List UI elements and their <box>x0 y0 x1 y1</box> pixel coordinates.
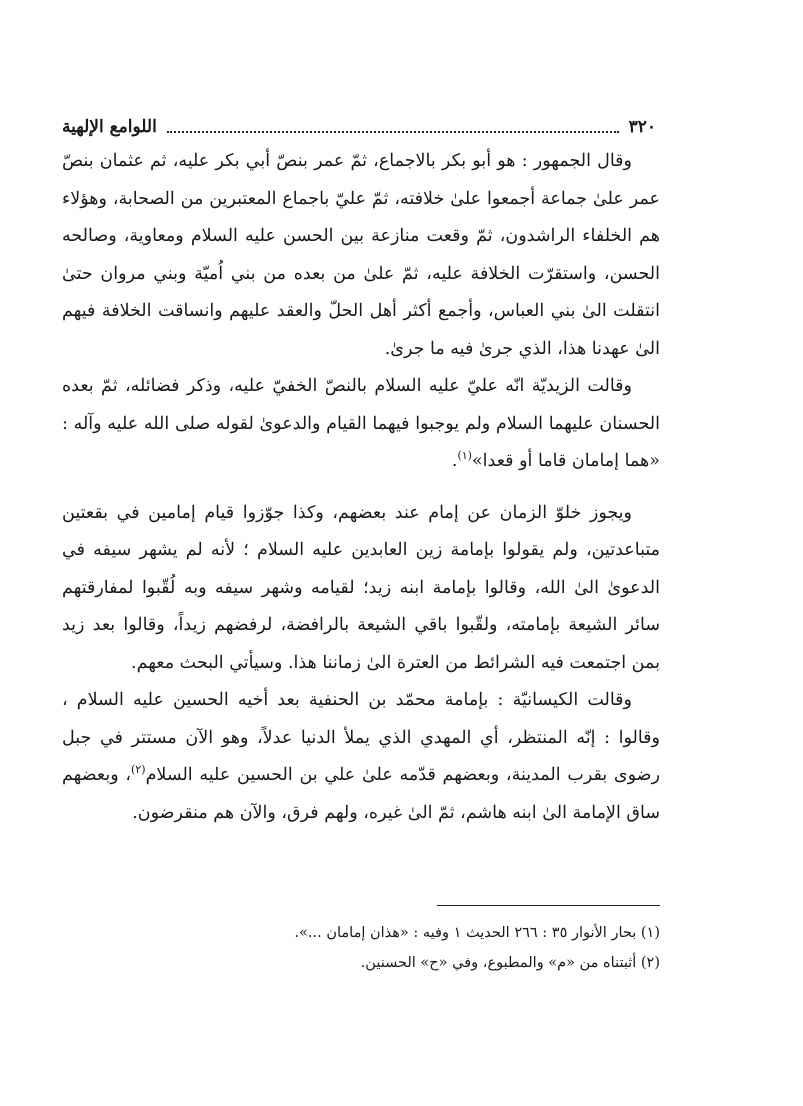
footnote-1: (١) بحار الأنوار ٣٥ : ٢٦٦ الحديث ١ وفيه : «هذان إمامان ...». <box>294 925 660 941</box>
page-number: ٣٢٠ <box>628 117 656 137</box>
body-text <box>62 143 660 832</box>
running-header <box>62 112 656 142</box>
paragraph-text: وقالت الكيسانيّة : بإمامة محمّد بن الحنفية بعد أخيه الحسين عليه السلام ، وقالوا : إنّه المنتظر، أي المهدي الذي يملأ الدنيا عدلاً، وهو الآن مستتر في جبل رضوى بقرب المدينة، وبعضهم قدّمه علىٰ علي بن الحسين عليه السلام <box>62 690 660 785</box>
paragraph-jumhur <box>62 143 660 368</box>
footnote-ref-1: (١) <box>457 449 472 463</box>
running-title: اللوامع الإلهية <box>62 117 157 137</box>
footnotes <box>150 918 660 978</box>
paragraph-text: وقال الجمهور : هو أبو بكر بالاجماع، ثمّ عمر بنصّ أبي بكر عليه، ثم عثمان بنصّ عمر علىٰ جماعة أجمعوا علىٰ خلافته، ثمّ عليّ باجماع المعتبرين من الصحابة، وهؤلاء هم الخلفاء الراشدون، ثمّ وقعت منازعة بين الحسن عليه السلام ومعاوية، وصالحه الحسن، واستقرّت الخلافة عليه، ثمّ علىٰ من بعده من بني اُميّة وبني مروان حتىٰ انتقلت الىٰ بني العباس، وأجمع أكثر أهل الحلّ والعقد عليهم وانساقت الخلافة فيهم الىٰ عهدنا هذا، الذي جرىٰ فيه ما جرىٰ. <box>62 151 660 359</box>
paragraph-imam-absence <box>62 495 660 683</box>
header-dotted-leader <box>167 131 619 133</box>
paragraph-zaydiyya: وقالت الزيديّة انّه عليّ عليه السلام بالنصّ الخفيّ عليه، وذكر فضائله، ثمّ بعده الحسنان عليهما السلام ولم يوجبوا فيهما القيام والدعوىٰ لقوله صلى الله عليه وآله : «هما إمامان قاما أو قعدا»$^{(١)}$. <box>62 376 660 471</box>
paragraph-text: ويجوز خلوّ الزمان عن إمام عند بعضهم، وكذا جوّزوا قيام إمامين في بقعتين متباعدتين، ولم يقولوا بإمامة زين العابدين عليه السلام ؛ لأنه لم يشهر سيفه في الدعوىٰ الىٰ الله، وقالوا بإمامة ابنه زيد؛ لقيامه وشهر سيفه وبه لُقّبوا لمفارقتهم سائر الشيعة بإمامته، ولقّبوا باقي الشيعة بالرافضة، لرفضهم زيداً، وقالوا بعد زيد بمن اجتمعت فيه الشرائط من العترة الىٰ زماننا هذا. وسيأتي البحث معهم. <box>62 502 661 673</box>
footnote-2: (٢) أثبتناه من «م» والمطبوع، وفي «ح» الحسنين. <box>360 955 660 971</box>
paragraph-tail: ، وبعضهم ساق الإمامة الىٰ ابنه هاشم، ثمّ الىٰ غيره، ولهم فرق، والآن هم منقرضون. <box>62 765 660 823</box>
paragraph-text: وقالت الزيديّة انّه عليّ عليه السلام بالنصّ الخفيّ عليه، وذكر فضائله، ثمّ بعده الحسنان عليهما السلام ولم يوجبوا فيهما القيام والدعوىٰ لقوله صلى الله عليه وآله : «هما إمامان قاما أو قعدا» <box>62 376 660 471</box>
footnote-divider <box>437 905 660 906</box>
paragraph-kaysaniyya <box>62 682 660 832</box>
footnote-ref-2: (٢) <box>131 763 146 777</box>
